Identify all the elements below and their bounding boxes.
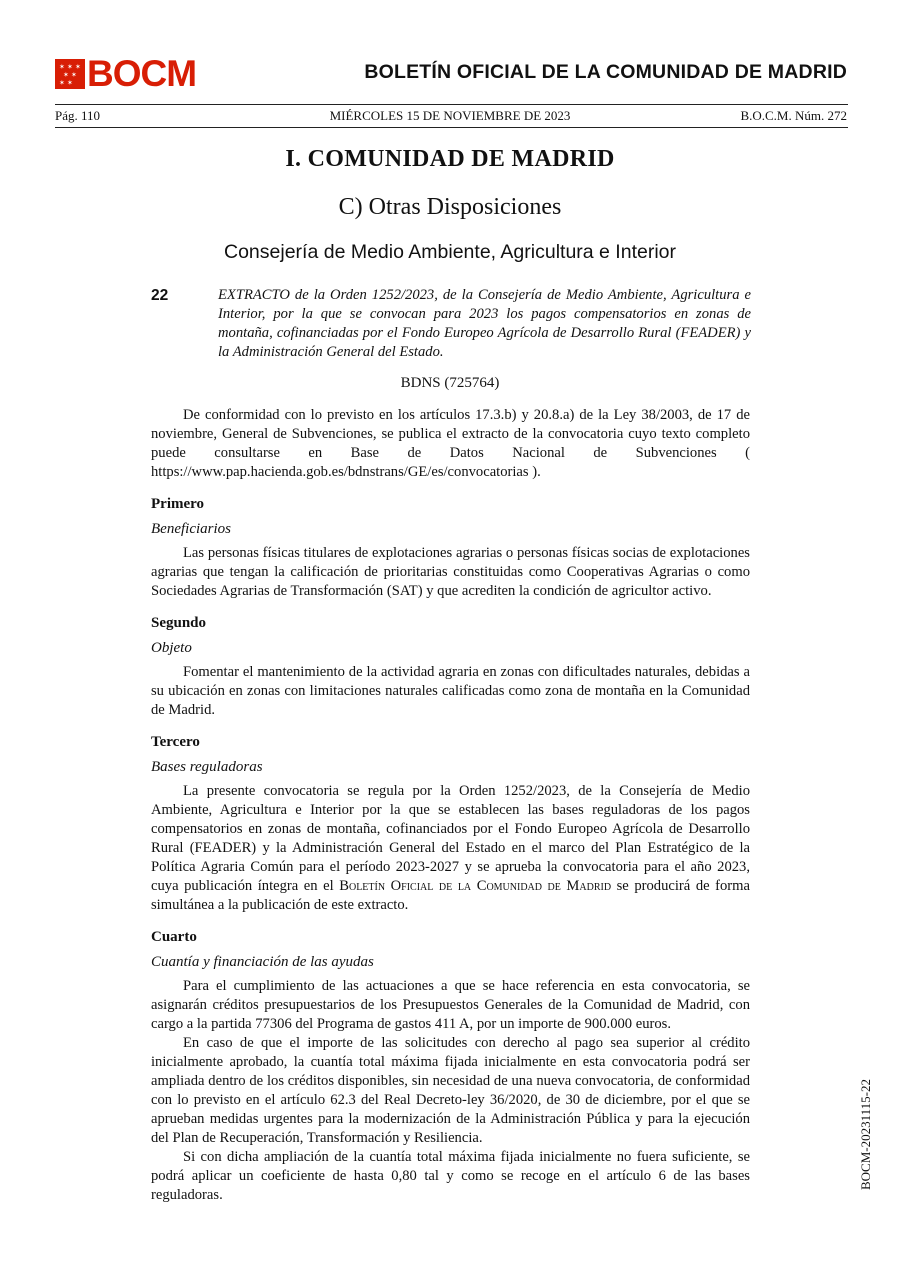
page-number: Pág. 110 (55, 108, 101, 123)
bocm-logo (55, 53, 197, 94)
paragraph-tercero-text-b: se producirá de forma simultánea a la publicación de este extracto. (151, 878, 750, 913)
paragraph-cuarto-3: Si con dicha ampliación de la cuantía total máxima fijada inicialmente no fuera suficiente, se podrá aplicar un coeficiente de hasta 0,80 tal y como se recoge en el artículo 6 de las bases reguladoras. (151, 1149, 750, 1203)
subheading-objeto: Objeto (151, 640, 192, 656)
logo-text: BOCM (87, 53, 197, 94)
paragraph-cuarto-1: Para el cumplimiento de las actuaciones a que se hace referencia en esta convocatoria, se asignarán créditos presupuestarios de los Presupuestos Generales de la Comunidad de Madrid, con cargo a la partida 77306 del Programa de gastos 411 A, por un importe de 900.000 euros. (151, 978, 750, 1032)
issue-number: B.O.C.M. Núm. 272 (740, 108, 847, 123)
department-heading: Consejería de Medio Ambiente, Agricultura e Interior (224, 241, 676, 263)
header-rule-top (55, 104, 848, 105)
heading-primero: Primero (151, 496, 205, 512)
paragraph-cuarto-2: En caso de que el importe de las solicitudes con derecho al pago sea superior al crédito inicialmente aprobado, la cuantía total máxima fijada inicialmente en esta convocatoria podrá ser ampliada dentro de los créditos disponibles, sin necesidad de una nueva convocatoria, de conformidad con lo previsto en el artículo 62.3 del Real Decreto-ley 36/2020, de 30 de diciembre, por el que se aprueban medidas urgentes para la modernización de la Administración Pública y para la ejecución del Plan de Recuperación, Transformación y Resiliencia. (151, 1035, 750, 1146)
header-rule-bottom (55, 127, 848, 128)
paragraph-tercero-1 (151, 782, 750, 915)
intro-paragraph: De conformidad con lo previsto en los artículos 17.3.b) y 20.8.a) de la Ley 38/2003, de 17 de noviembre, General de Subvenciones, se publica el extracto de la convocatoria cuyo texto completo puede consultarse en Base de Datos Nacional de Subvenciones ( https://www.pap.hacienda.gob.es/bdnstrans/GE/es/convocatorias ). (151, 407, 750, 480)
heading-segundo: Segundo (151, 615, 207, 631)
subheading-bases: Bases reguladoras (151, 759, 263, 775)
issue-date: MIÉRCOLES 15 DE NOVIEMBRE DE 2023 (329, 108, 571, 123)
bdns-code: BDNS (725764) (400, 375, 500, 391)
entry-number: 22 (151, 287, 169, 304)
gazette-title: BOLETÍN OFICIAL DE LA COMUNIDAD DE MADRID (364, 61, 847, 83)
paragraph-segundo-1: Fomentar el mantenimiento de la actividad agraria en zonas con dificultades naturales, debidas a su ubicación en zonas con limitaciones naturales calificadas como zona de montaña en la Comunidad de Madrid. (151, 664, 750, 718)
section-heading: I. COMUNIDAD DE MADRID (285, 146, 615, 172)
paragraph-primero-1: Las personas físicas titulares de explotaciones agrarias o personas físicas socias de explotaciones agrarias que tengan la calificación de prioritarias constituidas como Cooperativas Agrarias o como Sociedades Agrarias de Transformación (SAT) y que acrediten la condición de agricultor activo. (151, 545, 750, 599)
bocm-reference: Boletín Oficial de la Comunidad de Madrid (339, 878, 612, 894)
extract-summary: EXTRACTO de la Orden 1252/2023, de la Consejería de Medio Ambiente, Agricultura e Interior, por la que se convocan para 2023 los pagos compensatorios en zonas de montaña, cofinanciadas por el Fondo Europeo Agrícola de Desarrollo Rural (FEADER) y la Administración General del Estado. (218, 287, 751, 360)
subheading-beneficiarios: Beneficiarios (151, 521, 231, 537)
subsection-heading: C) Otras Disposiciones (338, 194, 562, 220)
document-id: BOCM-20231115-22 (858, 1079, 873, 1190)
subheading-cuantia: Cuantía y financiación de las ayudas (151, 954, 374, 970)
heading-tercero: Tercero (151, 734, 200, 750)
madrid-stars-icon: ✶ ✶ ✶ ✶ ✶ ✶ ✶ (55, 59, 85, 89)
document-body (151, 406, 750, 1205)
paragraph-tercero-text-a: La presente convocatoria se regula por la Orden 1252/2023, de la Consejería de Medio Ambiente, Agricultura e Interior por la que se establecen las bases reguladoras de los pagos compensatorios en zonas de montaña, cofinanciados por el Fondo Europeo Agrícola de Desarrollo Rural (FEADER) y la Administración General del Estado en el marco del Plan Estratégico de la Política Agraria Común para el período 2023-2027 y se aprueba la convocatoria para el año 2023, cuya publicación íntegra en el (151, 783, 750, 894)
heading-cuarto: Cuarto (151, 929, 197, 945)
